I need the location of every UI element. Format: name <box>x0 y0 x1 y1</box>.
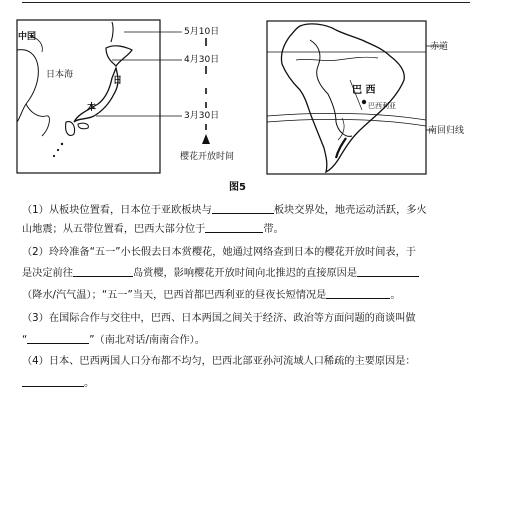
q1-text-d: 带。 <box>263 224 284 235</box>
q3-line-2 <box>22 331 468 350</box>
label-brasilia: 巴西利亚 <box>368 102 396 110</box>
figure-caption: 图5 <box>229 182 246 193</box>
label-equator: 赤道 <box>430 42 449 52</box>
label-sea-of-japan: 日本海 <box>46 70 74 80</box>
label-china: 中国 <box>18 32 37 42</box>
q2-text-c: （降水/汽气温）；“五一”当天，巴西首都巴西利亚的昼夜长短情况是 <box>22 290 327 301</box>
q1-blank-plate[interactable] <box>212 202 274 214</box>
q4-line-1: （4）日本、巴西两国人口分布都不均匀，巴西北部亚孙河流域人口稀疏的主要原因是： <box>22 356 416 367</box>
label-tropic-of-capricorn: 南回归线 <box>428 126 465 136</box>
q1-line-2 <box>22 220 468 239</box>
q2-line-1: （2）玲玲准备“五一”小长假去日本赏樱花，她通过网络查到日本的樱花开放时间表，于 <box>22 247 416 258</box>
q2-blank-reason[interactable] <box>357 265 419 277</box>
date-may-10: 5月10日 <box>184 27 220 37</box>
q2-text-a: 是决定前往 <box>22 268 73 279</box>
q1-blank-zone[interactable] <box>205 221 263 233</box>
date-apr-30: 4月30日 <box>184 55 220 65</box>
q3-blank-dialogue[interactable] <box>27 332 89 344</box>
label-brazil: 巴 西 <box>352 85 376 96</box>
q1-text-b: 板块交界处，地壳运动活跃，多火 <box>273 205 427 216</box>
top-rule <box>22 2 470 3</box>
q1-text-c: 山地震；从五带位置看，巴西大部分位于 <box>22 224 206 235</box>
q2-blank-daylength[interactable] <box>326 287 390 299</box>
date-mar-30: 3月30日 <box>184 111 220 121</box>
q2-line-2 <box>22 264 468 283</box>
label-ri: 日 <box>113 76 123 86</box>
q2-line-3 <box>22 286 468 305</box>
label-ben: 本 <box>87 103 97 113</box>
axis-label-bloom-time: 樱花开放时间 <box>180 152 235 162</box>
q3-line-1: （3）在国际合作与交往中，巴西、日本两国之间关于经济、政治等方面问题的商谈叫做 <box>22 313 416 324</box>
q2-text-d: 。 <box>390 290 401 301</box>
q3-text-a: “ <box>22 335 28 346</box>
q2-blank-island[interactable] <box>73 265 133 277</box>
q4-line-2 <box>22 374 468 393</box>
q1-line-1 <box>22 201 468 220</box>
q4-blank-reason[interactable] <box>22 375 84 387</box>
q1-text-a: （1）从板块位置看，日本位于亚欧板块与 <box>22 205 212 216</box>
q4-text-end: 。 <box>84 378 95 389</box>
q2-text-b: 岛赏樱，影响樱花开放时间向北推迟的直接原因是 <box>132 268 358 279</box>
q3-text-b: ”（南北对话/南南合作）。 <box>89 335 205 346</box>
